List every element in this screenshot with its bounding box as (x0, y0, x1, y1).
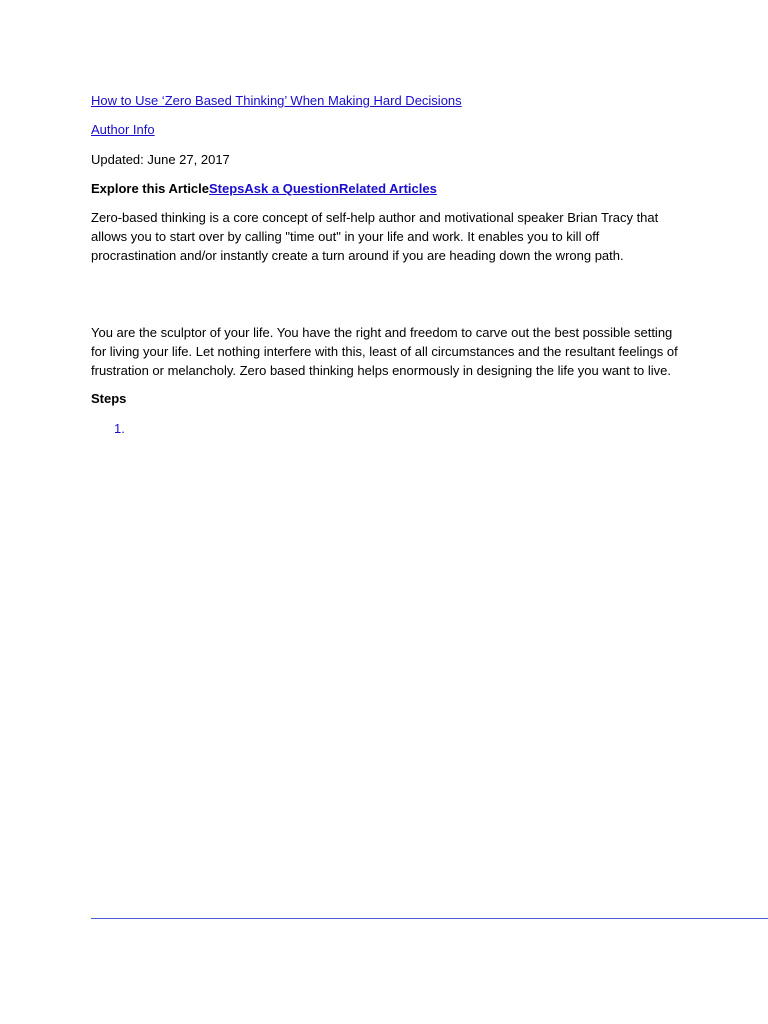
body-paragraph (91, 323, 691, 380)
body-line: frustration or melancholy. Zero based thinking helps enormously in designing the life you want to live. (91, 363, 672, 378)
explore-link-ask-question[interactable]: Ask a Question (244, 181, 340, 196)
updated-date: Updated: June 27, 2017 (91, 152, 230, 167)
body-line: for living your life. Let nothing interfere with this, least of all circumstances and the resultant feelings of (91, 344, 678, 359)
intro-line: Zero-based thinking is a core concept of self-help author and motivational speaker Brian Tracy that (91, 210, 659, 225)
footer-divider (91, 918, 768, 919)
explore-bar (91, 180, 437, 198)
step-number: 1. (114, 421, 125, 436)
steps-heading: Steps (91, 391, 127, 406)
intro-paragraph (91, 208, 691, 265)
article-title-line (91, 92, 462, 110)
explore-link-steps[interactable]: Steps (209, 181, 245, 196)
intro-line: allows you to start over by calling "time out" in your life and work. It enables you to kill off (91, 229, 600, 244)
explore-link-related-articles[interactable]: Related Articles (339, 181, 437, 196)
intro-line: procrastination and/or instantly create a turn around if you are heading down the wrong path. (91, 248, 624, 263)
author-info-line (91, 121, 155, 139)
article-title-link[interactable]: How to Use ‘Zero Based Thinking’ When Making Hard Decisions (91, 93, 462, 108)
author-info-link[interactable]: Author Info (91, 122, 155, 137)
explore-label: Explore this Article (91, 181, 209, 196)
body-line: You are the sculptor of your life. You have the right and freedom to carve out the best possible setting (91, 325, 673, 340)
